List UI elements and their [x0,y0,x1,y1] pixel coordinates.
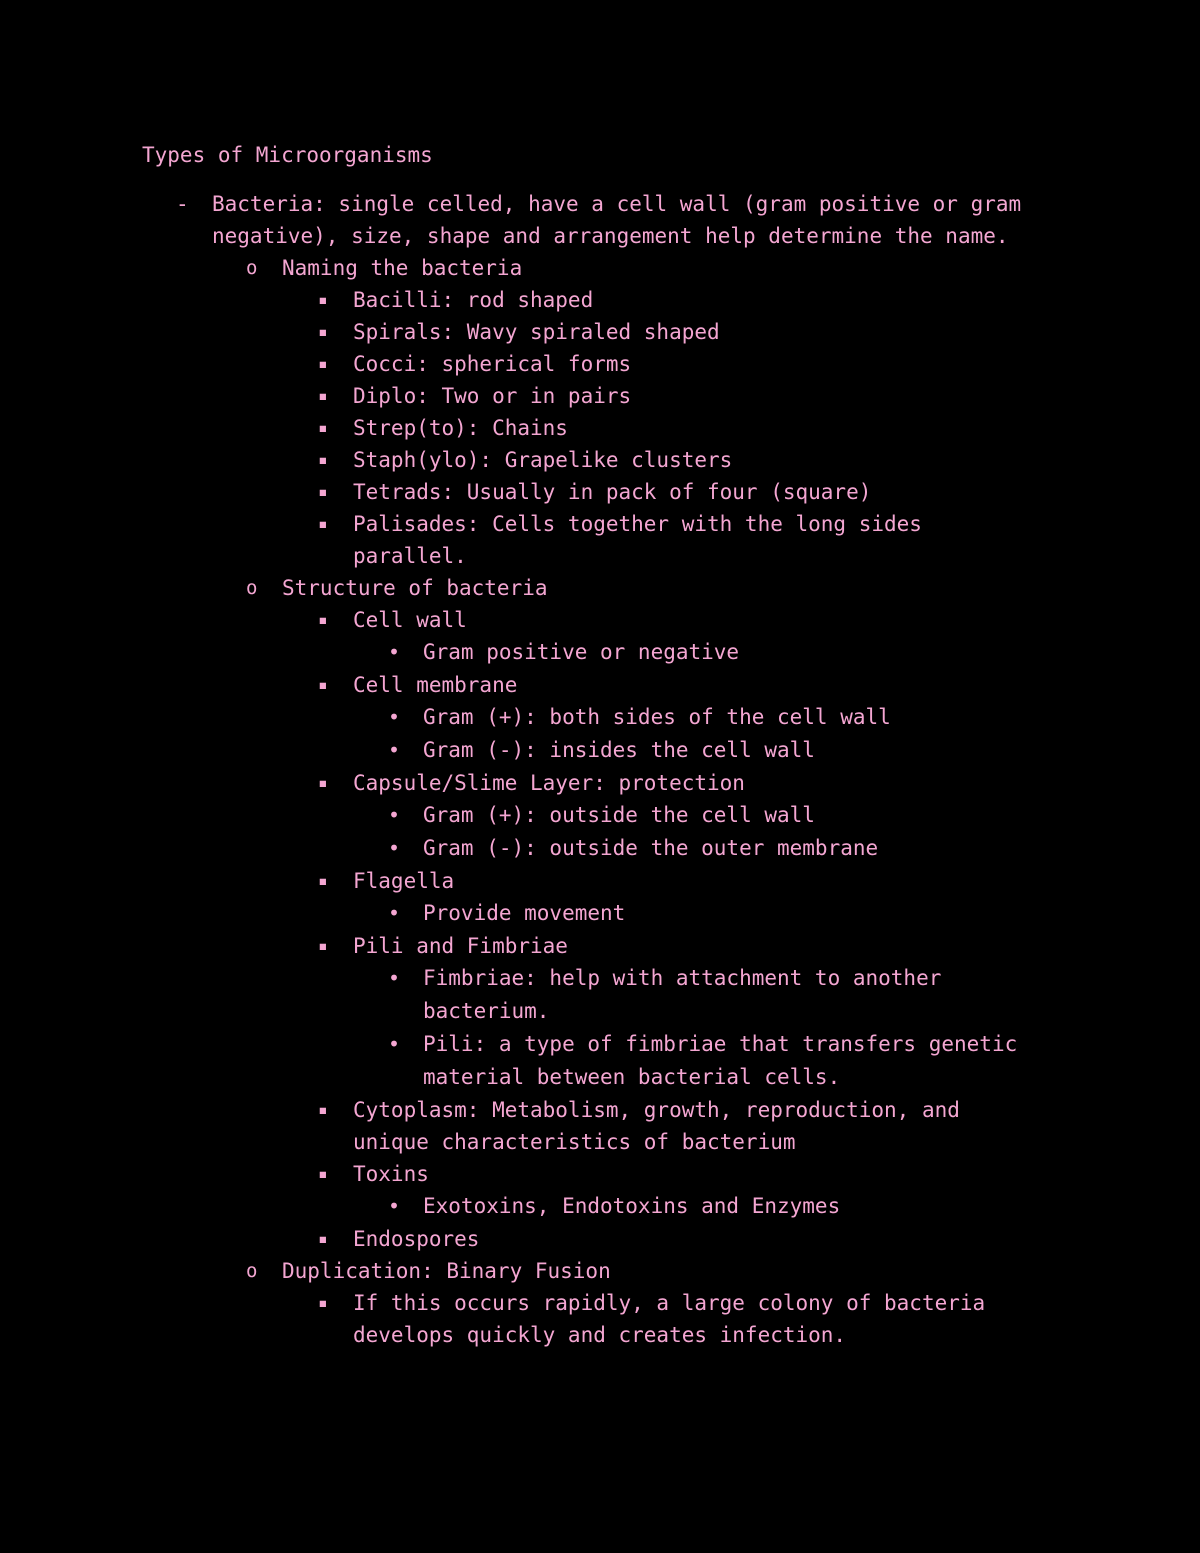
outline-item-text: Provide movement [423,901,626,925]
list-marker-circle: o [246,257,258,279]
list-marker-square: ▪ [318,936,328,955]
outline-item-level-3 [0,1094,1200,1158]
list-marker-bullet: • [388,640,401,664]
outline-item-text: Cell membrane [353,673,518,697]
list-marker-square: ▪ [318,290,328,309]
outline-item-level-2 [0,1255,1200,1287]
outline-item-level-3 [0,316,1200,348]
outline-item-level-4 [0,897,1200,930]
list-marker-square: ▪ [318,386,328,405]
outline-item-level-2 [0,572,1200,604]
outline-item-text: Gram (+): outside the cell wall [423,803,815,827]
outline-item-text: Naming the bacteria [282,256,523,280]
list-marker-square: ▪ [318,1100,328,1119]
outline-item-level-3 [0,604,1200,636]
list-marker-dash: - [176,192,189,216]
outline-item-level-2 [0,252,1200,284]
outline-item-text: Exotoxins, Endotoxins and Enzymes [423,1194,841,1218]
outline-item-level-4 [0,799,1200,832]
list-marker-square: ▪ [318,450,328,469]
outline-item-text: Structure of bacteria [282,576,548,600]
outline-item-level-4 [0,1028,1200,1094]
document-title: Types of Microorganisms [142,143,433,167]
outline-item-level-4 [0,734,1200,767]
outline-item-level-3 [0,476,1200,508]
outline-item-level-3 [0,508,1200,572]
outline-item-text: Gram (+): both sides of the cell wall [423,705,891,729]
outline-item-level-3 [0,412,1200,444]
outline-item-text: Bacteria: single celled, have a cell wall (gram positive or gram negative), size, shape and arrangement help determine the name. [212,192,1022,248]
outline-item-level-3 [0,1223,1200,1255]
list-marker-square: ▪ [318,871,328,890]
outline-item-text: Pili and Fimbriae [353,934,568,958]
outline-item-text: Strep(to): Chains [353,416,568,440]
list-marker-bullet: • [388,1032,401,1056]
list-marker-bullet: • [388,738,401,762]
list-marker-square: ▪ [318,322,328,341]
outline-item-text: Staph(ylo): Grapelike clusters [353,448,733,472]
outline-item-text: Endospores [353,1227,480,1251]
list-marker-square: ▪ [318,1293,328,1312]
outline-item-level-3 [0,380,1200,412]
outline-item-text: Gram (-): insides the cell wall [423,738,815,762]
outline-item-level-4 [0,832,1200,865]
outline-item-text: Fimbriae: help with attachment to another bacterium. [423,966,942,1023]
outline-item-level-3 [0,348,1200,380]
list-marker-bullet: • [388,1194,401,1218]
list-marker-square: ▪ [318,675,328,694]
outline-item-level-3 [0,1287,1200,1351]
outline-item-text: Cocci: spherical forms [353,352,632,376]
list-marker-bullet: • [388,836,401,860]
outline-item-level-3 [0,669,1200,701]
outline-item-text: Capsule/Slime Layer: protection [353,771,745,795]
outline-item-text: Cell wall [353,608,467,632]
list-marker-square: ▪ [318,1229,328,1248]
outline-item-level-3 [0,767,1200,799]
outline-item-text: Cytoplasm: Metabolism, growth, reproduction, and unique characteristics of bacterium [353,1098,960,1154]
outline-item-level-4 [0,636,1200,669]
outline-item-level-1 [0,188,1200,252]
list-marker-square: ▪ [318,610,328,629]
outline-item-level-4 [0,962,1200,1028]
outline-item-text: Bacilli: rod shaped [353,288,594,312]
list-marker-square: ▪ [318,354,328,373]
outline-item-level-3 [0,1158,1200,1190]
list-marker-square: ▪ [318,1164,328,1183]
outline-item-level-3 [0,930,1200,962]
outline-item-text: Gram positive or negative [423,640,740,664]
list-marker-square: ▪ [318,514,328,533]
outline-item-level-3 [0,865,1200,897]
outline-item-text: Flagella [353,869,455,893]
outline-item-text: Toxins [353,1162,429,1186]
outline-item-text: Spirals: Wavy spiraled shaped [353,320,720,344]
outline-item-level-3 [0,284,1200,316]
outline-item-text: Tetrads: Usually in pack of four (square) [353,480,872,504]
list-marker-square: ▪ [318,482,328,501]
outline-item-text: If this occurs rapidly, a large colony of bacteria develops quickly and creates infection. [353,1291,986,1347]
list-marker-bullet: • [388,803,401,827]
list-marker-bullet: • [388,901,401,925]
outline-item-text: Gram (-): outside the outer membrane [423,836,879,860]
outline-item-text: Duplication: Binary Fusion [282,1259,611,1283]
list-marker-square: ▪ [318,773,328,792]
outline-item-text: Pili: a type of fimbriae that transfers genetic material between bacterial cells. [423,1032,1018,1089]
list-marker-bullet: • [388,966,401,990]
outline-item-text: Diplo: Two or in pairs [353,384,632,408]
outline-item-text: Palisades: Cells together with the long sides parallel. [353,512,922,568]
list-marker-square: ▪ [318,418,328,437]
list-marker-bullet: • [388,705,401,729]
outline-item-level-4 [0,701,1200,734]
outline-item-level-3 [0,444,1200,476]
outline-list [0,188,1200,1351]
list-marker-circle: o [246,1260,258,1282]
outline-item-level-4 [0,1190,1200,1223]
list-marker-circle: o [246,577,258,599]
